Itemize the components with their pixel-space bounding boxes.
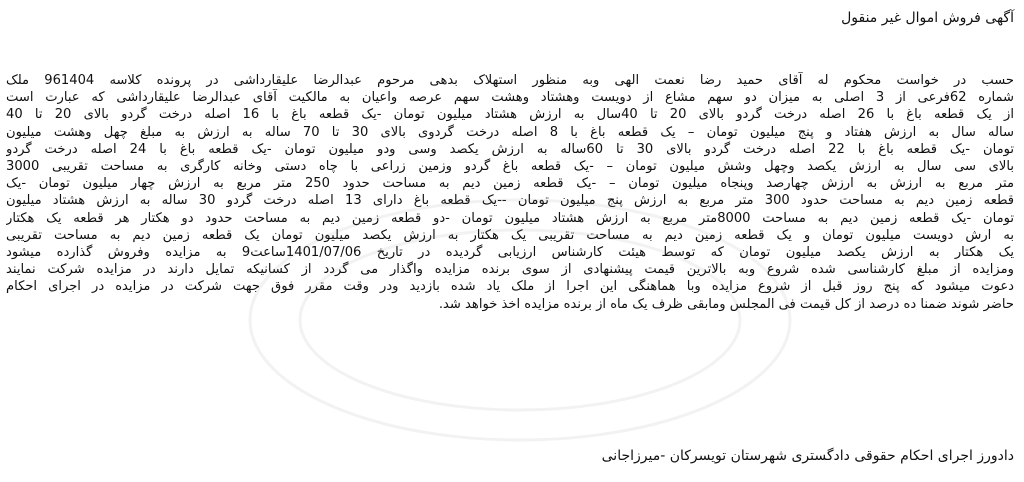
body-line: تومان -یک قطعه باغ با 22 اصله درخت گردو بالای 30 تا 60ساله به ارزش یکصد وسی ودو میلیون تومان -یک قطعه باغ با 24 اصله درخت گردو xyxy=(6,141,1014,157)
signature-line: دادورز اجرای احکام حقوقی دادگستری شهرستان تویسرکان -میرزاجانی xyxy=(601,448,1014,464)
body-line: دعوت میشود که پنج روز قبل از شروع مزایده وبا هماهنگی این اجرا از ملک یاد شده بازدید ودر وقت مقرر فوق جهت شرکت در مزایده در اجرای احکام xyxy=(6,279,1014,295)
body-line: یک هکتار به ارزش یکصد میلیون تومان که توسط هیئت کارشناس ارزیابی گردیده در تاریخ 1401/07/06ساعت9 به مزایده وفروش گذارده میشود xyxy=(6,245,1014,261)
body-line: متر مربع به ارزش به ارزش چهارصد وپنجاه میلیون تومان – -یک قطعه زمین دیم به مساحت حدود 250 متر مربع به ارزش چهار میلیون تومان -یک xyxy=(6,176,1014,192)
body-line: بالای سی سال به ارزش یکصد وچهل وشش میلیون تومان – -یک قطعه باغ گردو وزمین زراعی با چاه دستی وخانه کارگری به مساحت تقریبی 3000 xyxy=(6,159,1014,175)
body-line: شماره 62فرعی از 3 اصلی به میزان دو سهم مشاع از دویست وهشتاد وهشت سهم عرصه واعیان به مالکیت آقای عبدالرضا علیقارداشی که عبارت است xyxy=(6,90,1014,106)
body-line: ساله سال به ارزش هفتاد و پنج میلیون تومان – یک قطعه باغ با 8 اصله درخت گردوی بالای 30 تا 70 ساله به ارزش به مبلغ چهل وهشت میلیون xyxy=(6,124,1014,140)
notice-title: آگهی فروش اموال غیر منقول xyxy=(841,10,1014,26)
body-line: ومزایده از مبلغ کارشناسی شده شروع وبه بالاترین قیمت پیشنهادی از سوی برنده مزایده واگذار می گردد از کسانیکه تمایل دارند در مزایده شرکت نمایند xyxy=(6,262,1014,278)
body-line: تومان -یک قطعه زمین دیم به مساحت 8000متر مربع به ارزش هشتاد میلیون تومان -دو قطعه زمین دیم به مساحت حدود دو هکتار هر قطعه یک هکتار xyxy=(6,210,1014,226)
body-line: از یک قطعه باغ با 26 اصله درخت گردو بالای 20 تا 40سال به ارزش هشتاد میلیون تومان -یک قطعه باغ با 16 اصله درخت گردو بالای 20 تا 40 xyxy=(6,107,1014,123)
notice-body xyxy=(6,72,1014,313)
body-line: حاضر شوند ضمنا ده درصد از کل قیمت فی المجلس ومابقی ظرف یک ماه از برنده مزایده اخذ خواهد شد. xyxy=(438,296,1014,312)
body-line: به ارش دویست میلیون تومان و یک قطعه زمین دیم به مساحت تقریبی یک هکتار به ارزش یکصد میلیون تومان یک قطعه زمین دیم به مساحت تقریبی xyxy=(6,227,1014,243)
body-line: حسب در خواست محکوم له آقای حمید رضا نعمت الهی وبه منظور استهلاک بدهی مرحوم عبدالرضا علیقارداشی در پرونده کلاسه 961404 ملک xyxy=(6,73,1014,88)
body-line: قطعه زمین دیم به مساحت حدود 300 متر مربع به ارزش پنج میلیون تومان --یک قطعه باغ دارای 13 اصله درخت گردو 30 ساله به ارزش هشتاد میلیون xyxy=(6,193,1014,209)
